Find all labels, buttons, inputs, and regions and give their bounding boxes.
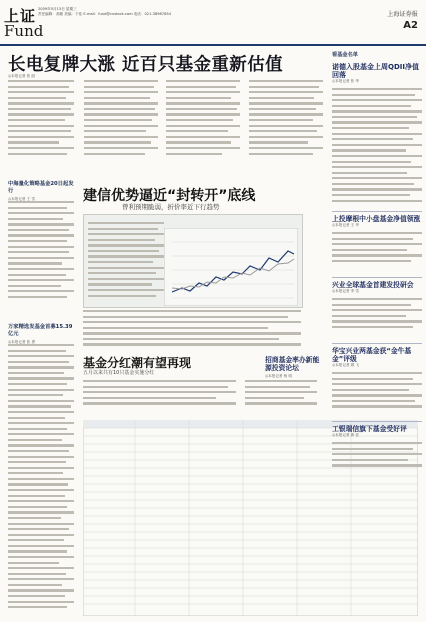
- main-byline: ◎本报记者 张 丽: [8, 74, 35, 78]
- sidebar-item-5-headline: 工银瑞信旗下基金受好评: [332, 425, 407, 433]
- sidebar-item-5-body: [332, 442, 422, 484]
- bottom-right-byline: ◎本报记者 杨 明: [265, 374, 292, 378]
- bottom-right-headline: 招商基金率办新能源投资论坛: [265, 356, 320, 372]
- paper-flag: 上证: [4, 7, 37, 25]
- issue-date: 2009年5月13日 星期三: [38, 7, 77, 11]
- sidebar-item-2-headline: 上投摩根中小盘基金净值领涨: [332, 215, 421, 223]
- left-story-2-byline: ◎本报记者 张 勇: [8, 340, 35, 344]
- page-number: A2: [403, 20, 418, 31]
- sidebar-item-3-headline: 兴业全球基金首建发投研会: [332, 281, 414, 289]
- sidebar: [332, 48, 422, 484]
- sidebar-divider: [332, 277, 422, 278]
- sidebar-item-5-byline: ◎本报记者 黄 佳: [332, 433, 359, 437]
- chart-frame: [164, 228, 298, 306]
- left-story-2-headline: 万家精选发基金首募15.39亿元: [8, 324, 73, 337]
- editorial-contact: 责任编辑：高敏 美编：于佳 E-mail：fund@cnstock.com 电话：021-38967654: [38, 12, 171, 16]
- feature-headline: 建信优势逼近“封转开”底线: [83, 188, 256, 204]
- masthead-rule: [0, 44, 426, 46]
- left-story-2-body: [8, 344, 74, 616]
- left-story-1-body: [8, 201, 74, 321]
- feature-text-left: [88, 222, 164, 300]
- paper-name: 上海证券报: [387, 11, 418, 18]
- masthead: [0, 0, 426, 48]
- left-story-1: [8, 181, 74, 202]
- sidebar-divider: [332, 211, 422, 212]
- left-story-2: [8, 324, 74, 345]
- section-label: Fund: [4, 22, 44, 40]
- masthead-meta: [38, 7, 171, 17]
- main-story-col-3: [166, 80, 240, 174]
- sidebar-item-4-headline: 华宝兴业两基金获“金牛基金”评级: [332, 347, 412, 363]
- sidebar-tag: 看基金名单: [332, 52, 358, 58]
- main-story-col-1: [8, 80, 74, 166]
- sidebar-item-2-byline: ◎本报记者 王 华: [332, 223, 359, 227]
- main-headline: 长电复牌大涨 近百只基金重新估值: [8, 55, 283, 75]
- feature-continuation: [83, 310, 301, 350]
- dividend-subheadline: 五月以来共有10只基金实施分红: [83, 370, 155, 376]
- left-story-1-headline: 中海量化策略基金20日起发行: [8, 181, 74, 194]
- sidebar-item-3-byline: ◎本报记者 李 雪: [332, 289, 359, 293]
- main-story-col-2: [84, 80, 158, 174]
- sidebar-item-3-body: [332, 298, 422, 340]
- bottom-right-story: [265, 356, 325, 379]
- dividend-body: [83, 380, 236, 414]
- dividend-headline: 基金分红潮有望再现: [83, 356, 192, 370]
- dividend-body-right: [245, 380, 317, 414]
- feature-subheadline: 曾利预期脆弱，折价率近下行趋势: [122, 203, 220, 211]
- sidebar-item-2-body: [332, 232, 422, 274]
- sidebar-divider: [332, 343, 422, 344]
- left-story-1-byline: ◎本报记者 王 雪: [8, 197, 35, 201]
- sidebar-item-1-headline: 诺德入股基金上周QDII净值回落: [332, 63, 419, 79]
- sidebar-item-4-body: [332, 372, 422, 418]
- sidebar-divider: [332, 421, 422, 422]
- sidebar-item-4-byline: ◎本报记者 顾 飞: [332, 363, 359, 367]
- main-story-col-4: [249, 80, 323, 174]
- sidebar-item-1-byline: ◎本报记者 张 华: [332, 79, 359, 83]
- fund-price-chart: [164, 228, 298, 306]
- sidebar-item-1-body: [332, 88, 422, 208]
